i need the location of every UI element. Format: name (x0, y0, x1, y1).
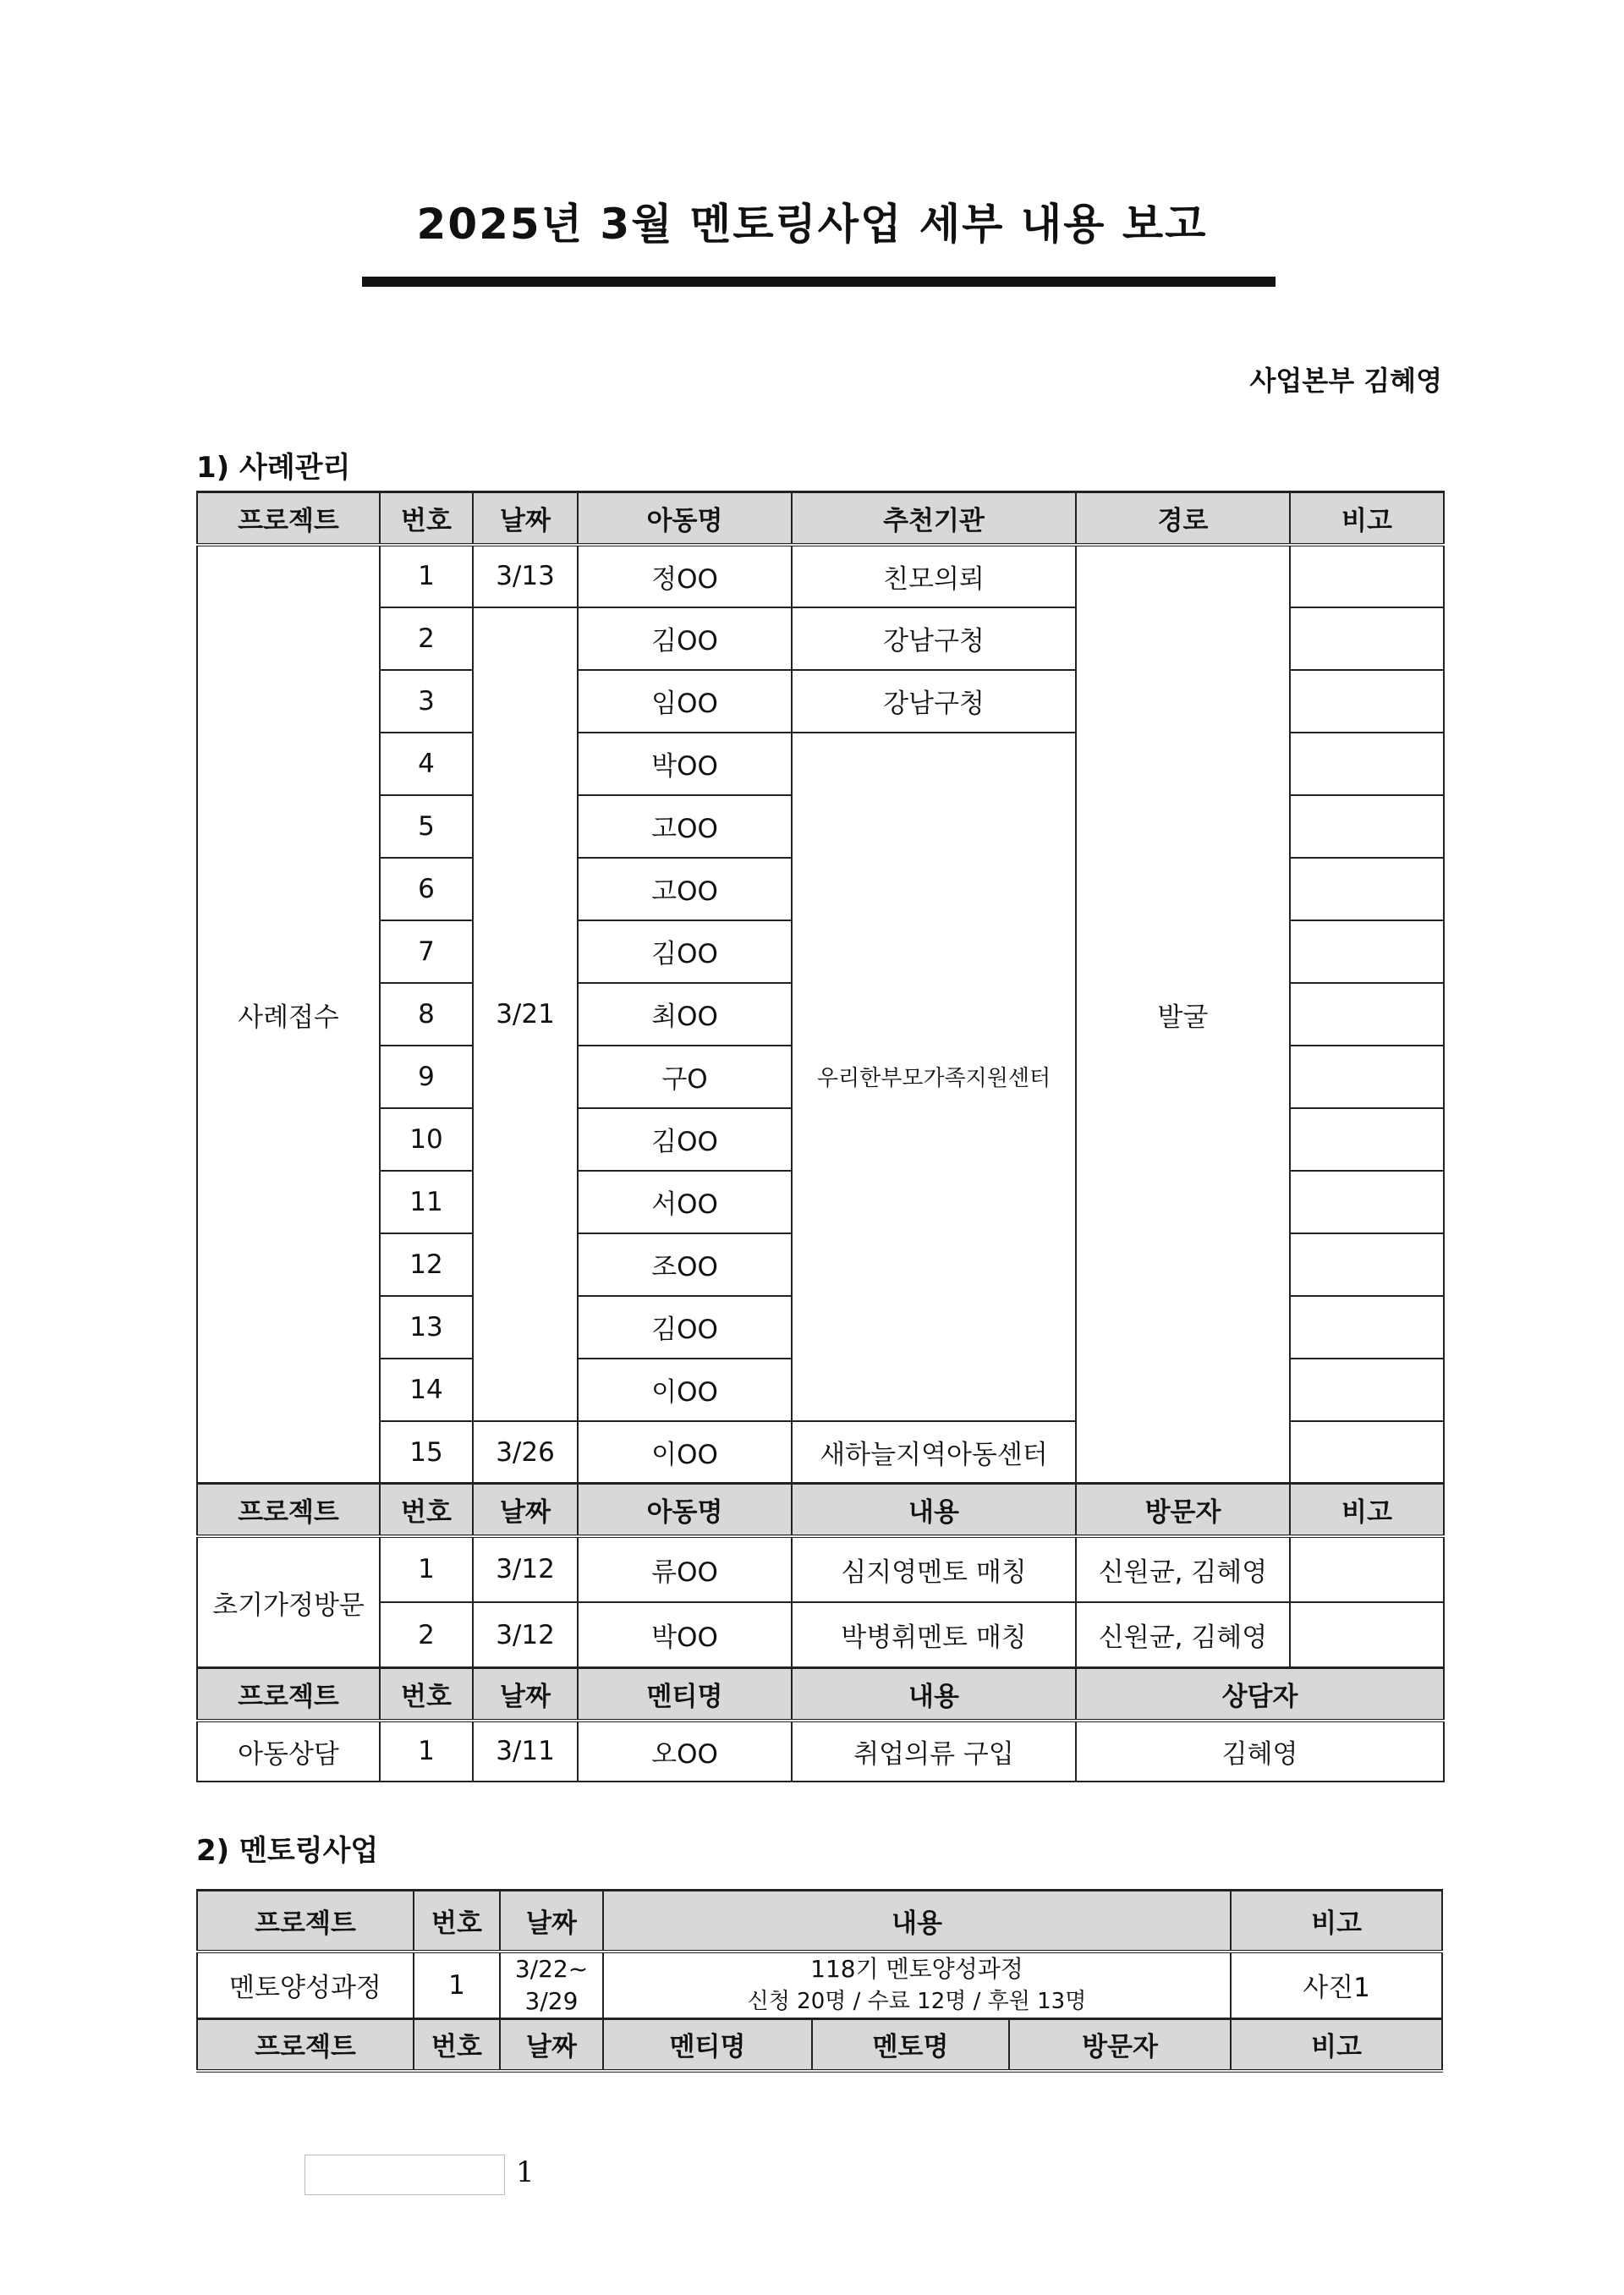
child-cell: 이OO (578, 1359, 792, 1421)
mentee-cell: 오OO (578, 1721, 792, 1782)
no-cell: 14 (380, 1359, 473, 1421)
header-cell: 멘토명 (812, 2018, 1009, 2071)
date-cell (500, 1952, 603, 2019)
header-cell: 번호 (414, 2018, 500, 2071)
case-intake-table (196, 491, 1445, 1485)
content-cell: 취업의류 구입 (792, 1721, 1076, 1782)
note-cell (1290, 607, 1444, 670)
no-cell: 2 (380, 607, 473, 670)
date-cell: 3/13 (473, 545, 578, 607)
no-cell: 9 (380, 1046, 473, 1108)
header-cell: 내용 (792, 1668, 1076, 1721)
header-cell: 아동명 (578, 1484, 792, 1536)
note-cell (1290, 1421, 1444, 1484)
note-cell (1290, 545, 1444, 607)
date-cell: 3/12 (473, 1602, 578, 1668)
no-cell: 11 (380, 1171, 473, 1233)
header-cell: 추천기관 (792, 492, 1076, 545)
org-cell: 강남구청 (792, 607, 1076, 670)
child-cell: 이OO (578, 1421, 792, 1484)
header-cell: 날짜 (500, 2018, 603, 2071)
header-cell: 프로젝트 (197, 1891, 414, 1952)
header-cell: 비고 (1231, 1891, 1442, 1952)
date-line: 3/29 (524, 1986, 579, 2015)
header-cell: 비고 (1290, 492, 1444, 545)
child-cell: 정OO (578, 545, 792, 607)
header-cell: 비고 (1290, 1484, 1444, 1536)
project-cell: 초기가정방문 (197, 1536, 380, 1668)
table-row (197, 1721, 1444, 1782)
note-cell (1290, 920, 1444, 983)
no-cell: 3 (380, 670, 473, 733)
content-line: 118기 멘토양성과정 (810, 1954, 1023, 1983)
header-cell: 비고 (1231, 2018, 1442, 2071)
no-cell: 13 (380, 1296, 473, 1359)
project-cell: 아동상담 (197, 1721, 380, 1782)
no-cell: 1 (380, 1536, 473, 1602)
child-cell: 고OO (578, 795, 792, 858)
no-cell: 1 (380, 1721, 473, 1782)
section-heading-mentoring: 2) 멘토링사업 (196, 1834, 379, 1868)
content-line: 신청 20명 / 수료 12명 / 후원 13명 (747, 1988, 1087, 2014)
header-cell: 내용 (603, 1891, 1231, 1952)
header-cell: 프로젝트 (197, 1668, 380, 1721)
org-cell: 강남구청 (792, 670, 1076, 733)
no-cell: 7 (380, 920, 473, 983)
date-cell: 3/12 (473, 1536, 578, 1602)
route-cell: 발굴 (1076, 545, 1290, 1484)
author-line: 사업본부 김혜영 (1249, 365, 1442, 397)
home-visit-table (196, 1482, 1445, 1669)
visitor-cell: 신원균, 김혜영 (1076, 1536, 1290, 1602)
no-cell: 2 (380, 1602, 473, 1668)
table-row (197, 1536, 1444, 1602)
header-cell: 방문자 (1076, 1484, 1290, 1536)
project-cell: 사례접수 (197, 545, 380, 1484)
title-underline (362, 277, 1276, 287)
no-cell: 6 (380, 858, 473, 920)
content-cell: 박병휘멘토 매칭 (792, 1602, 1076, 1668)
no-cell: 15 (380, 1421, 473, 1484)
note-cell (1290, 733, 1444, 795)
header-cell: 프로젝트 (197, 1484, 380, 1536)
table-row (197, 545, 1444, 607)
child-cell: 김OO (578, 1108, 792, 1171)
section-heading-case-management: 1) 사례관리 (196, 451, 351, 485)
table-header-row (197, 1891, 1442, 1952)
date-cell: 3/11 (473, 1721, 578, 1782)
header-cell: 번호 (380, 1668, 473, 1721)
note-cell (1290, 858, 1444, 920)
header-cell: 프로젝트 (197, 492, 380, 545)
table-row (197, 1602, 1444, 1668)
no-cell: 8 (380, 983, 473, 1046)
child-cell: 김OO (578, 1296, 792, 1359)
no-cell: 4 (380, 733, 473, 795)
child-cell: 서OO (578, 1171, 792, 1233)
table-row (197, 1952, 1442, 2019)
child-cell: 박OO (578, 733, 792, 795)
counseling-table (196, 1666, 1445, 1782)
mentoring-table (196, 1889, 1443, 2073)
child-cell: 김OO (578, 607, 792, 670)
child-cell: 고OO (578, 858, 792, 920)
header-cell: 번호 (380, 1484, 473, 1536)
no-cell: 12 (380, 1233, 473, 1296)
content-cell: 심지영멘토 매칭 (792, 1536, 1076, 1602)
no-cell: 10 (380, 1108, 473, 1171)
header-cell: 멘티명 (578, 1668, 792, 1721)
no-cell: 5 (380, 795, 473, 858)
project-cell: 멘토양성과정 (197, 1952, 414, 2019)
table-header-row (197, 2018, 1442, 2071)
note-cell (1290, 670, 1444, 733)
header-cell: 날짜 (500, 1891, 603, 1952)
org-cell: 우리한부모가족지원센터 (792, 733, 1076, 1421)
page-title: 2025년 3월 멘토링사업 세부 내용 보고 (416, 200, 1208, 249)
note-cell: 사진1 (1231, 1952, 1442, 2019)
note-cell (1290, 1108, 1444, 1171)
date-cell: 3/26 (473, 1421, 578, 1484)
note-cell (1290, 1602, 1444, 1668)
org-cell: 새하늘지역아동센터 (792, 1421, 1076, 1484)
header-cell: 프로젝트 (197, 2018, 414, 2071)
date-line: 3/22~ (514, 1954, 589, 1983)
child-cell: 최OO (578, 983, 792, 1046)
header-cell: 상담자 (1076, 1668, 1444, 1721)
table-header-row (197, 1668, 1444, 1721)
note-cell (1290, 1359, 1444, 1421)
no-cell: 1 (414, 1952, 500, 2019)
header-cell: 번호 (380, 492, 473, 545)
header-cell: 날짜 (473, 1668, 578, 1721)
page-number: 1 (516, 2155, 535, 2189)
header-cell: 멘티명 (603, 2018, 812, 2071)
child-cell: 구O (578, 1046, 792, 1108)
child-cell: 박OO (578, 1602, 792, 1668)
note-cell (1290, 983, 1444, 1046)
child-cell: 임OO (578, 670, 792, 733)
visitor-cell: 신원균, 김혜영 (1076, 1602, 1290, 1668)
header-cell: 날짜 (473, 492, 578, 545)
header-cell: 아동명 (578, 492, 792, 545)
table-header-row (197, 1484, 1444, 1536)
note-cell (1290, 795, 1444, 858)
header-cell: 경로 (1076, 492, 1290, 545)
table-header-row (197, 492, 1444, 545)
note-cell (1290, 1296, 1444, 1359)
note-cell (1290, 1233, 1444, 1296)
child-cell: 류OO (578, 1536, 792, 1602)
header-cell: 내용 (792, 1484, 1076, 1536)
header-cell: 방문자 (1009, 2018, 1231, 2071)
child-cell: 김OO (578, 920, 792, 983)
note-cell (1290, 1046, 1444, 1108)
no-cell: 1 (380, 545, 473, 607)
child-cell: 조OO (578, 1233, 792, 1296)
footer-box (304, 2155, 505, 2195)
counselor-cell: 김혜영 (1076, 1721, 1444, 1782)
note-cell (1290, 1171, 1444, 1233)
content-cell (603, 1952, 1231, 2019)
note-cell (1290, 1536, 1444, 1602)
org-cell: 친모의뢰 (792, 545, 1076, 607)
date-cell: 3/21 (473, 607, 578, 1421)
header-cell: 날짜 (473, 1484, 578, 1536)
header-cell: 번호 (414, 1891, 500, 1952)
